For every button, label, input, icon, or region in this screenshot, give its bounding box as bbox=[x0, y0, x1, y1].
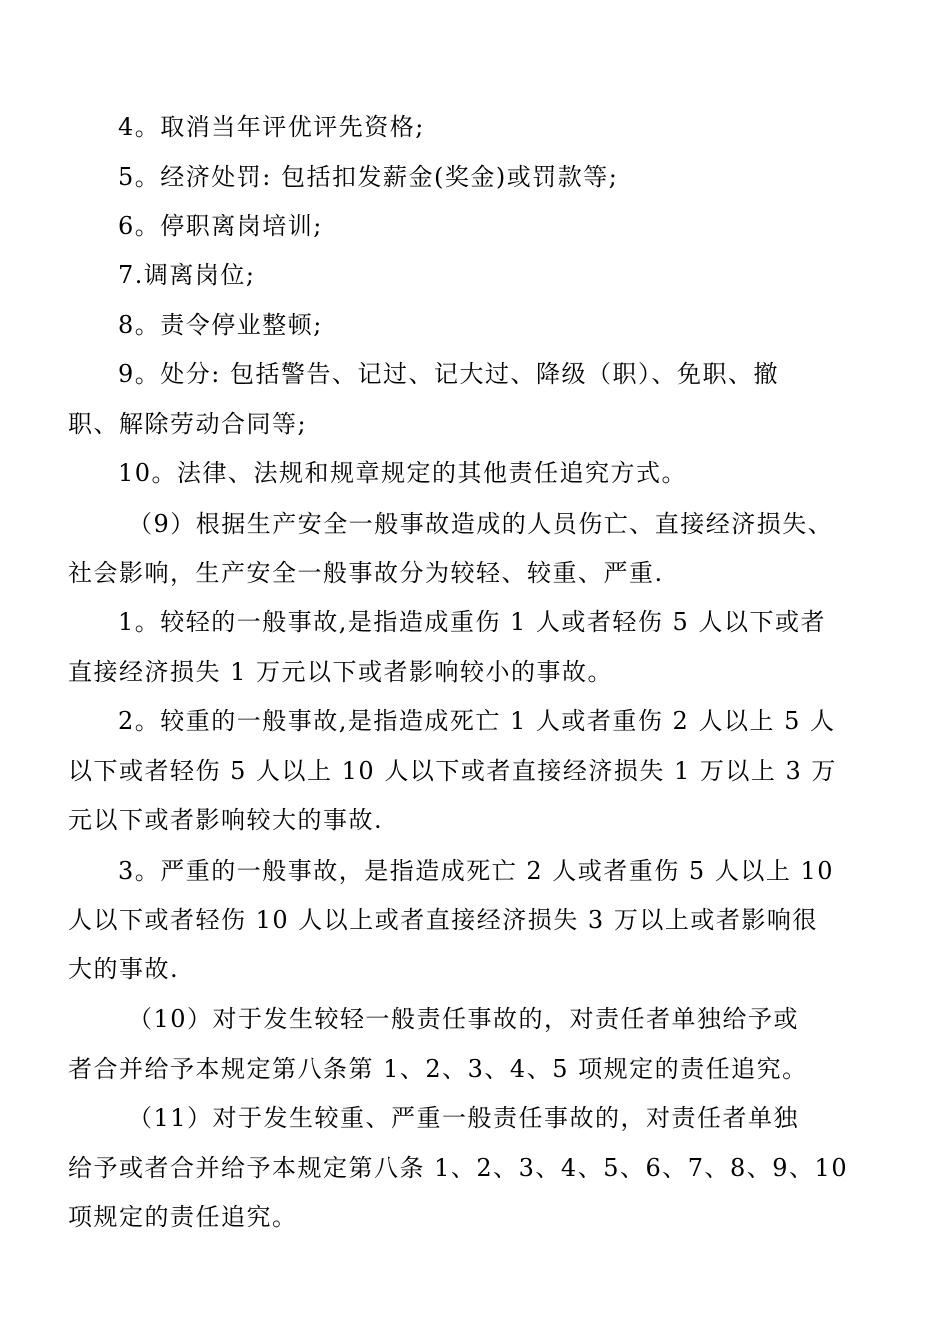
list-item-10: 10。法律、法规和规章规定的其他责任追究方式。 bbox=[118, 459, 688, 487]
accident-level-2-continued: 以下或者轻伤 5 人以上 10 人以下或者直接经济损失 1 万以上 3 万 bbox=[68, 757, 837, 785]
list-item-8: 8。责令停业整顿; bbox=[118, 311, 323, 339]
accident-level-3: 3。严重的一般事故，是指造成死亡 2 人或者重伤 5 人以上 10 bbox=[118, 857, 834, 885]
section-11-continued: 给予或者合并给予本规定第八条 1、2、3、4、5、6、7、8、9、10 bbox=[68, 1154, 849, 1182]
accident-level-3-continued-2: 大的事故. bbox=[68, 955, 180, 983]
section-11-continued-2: 项规定的责任追究。 bbox=[68, 1203, 298, 1231]
list-item-5: 5。经济处罚: 包括扣发薪金(奖金)或罚款等; bbox=[118, 163, 619, 191]
accident-level-3-continued: 人以下或者轻伤 10 人以上或者直接经济损失 3 万以上或者影响很 bbox=[68, 906, 818, 934]
list-item-9-continued: 职、解除劳动合同等; bbox=[68, 410, 308, 438]
accident-level-2: 2。较重的一般事故,是指造成死亡 1 人或者重伤 2 人以上 5 人 bbox=[118, 707, 836, 735]
accident-level-2-continued-2: 元以下或者影响较大的事故. bbox=[68, 806, 384, 834]
list-item-7: 7.调离岗位; bbox=[118, 261, 256, 289]
list-item-4: 4。取消当年评优评先资格; bbox=[118, 113, 425, 141]
list-item-6: 6。停职离岗培训; bbox=[118, 212, 323, 240]
accident-level-1: 1。较轻的一般事故,是指造成重伤 1 人或者轻伤 5 人以下或者 bbox=[118, 608, 826, 636]
section-11-heading: （11）对于发生较重、严重一般责任事故的，对责任者单独 bbox=[128, 1104, 800, 1132]
section-9-heading: （9）根据生产安全一般事故造成的人员伤亡、直接经济损失、 bbox=[128, 510, 834, 538]
section-10-continued: 者合并给予本规定第八条第 1、2、3、4、5 项规定的责任追究。 bbox=[68, 1055, 808, 1083]
accident-level-1-continued: 直接经济损失 1 万元以下或者影响较小的事故。 bbox=[68, 658, 614, 686]
section-10-heading: （10）对于发生较轻一般责任事故的，对责任者单独给予或 bbox=[128, 1005, 800, 1033]
section-9-continued: 社会影响，生产安全一般事故分为较轻、较重、严重. bbox=[68, 559, 664, 587]
list-item-9: 9。处分: 包括警告、记过、记大过、降级（职）、免职、撤 bbox=[118, 360, 779, 388]
